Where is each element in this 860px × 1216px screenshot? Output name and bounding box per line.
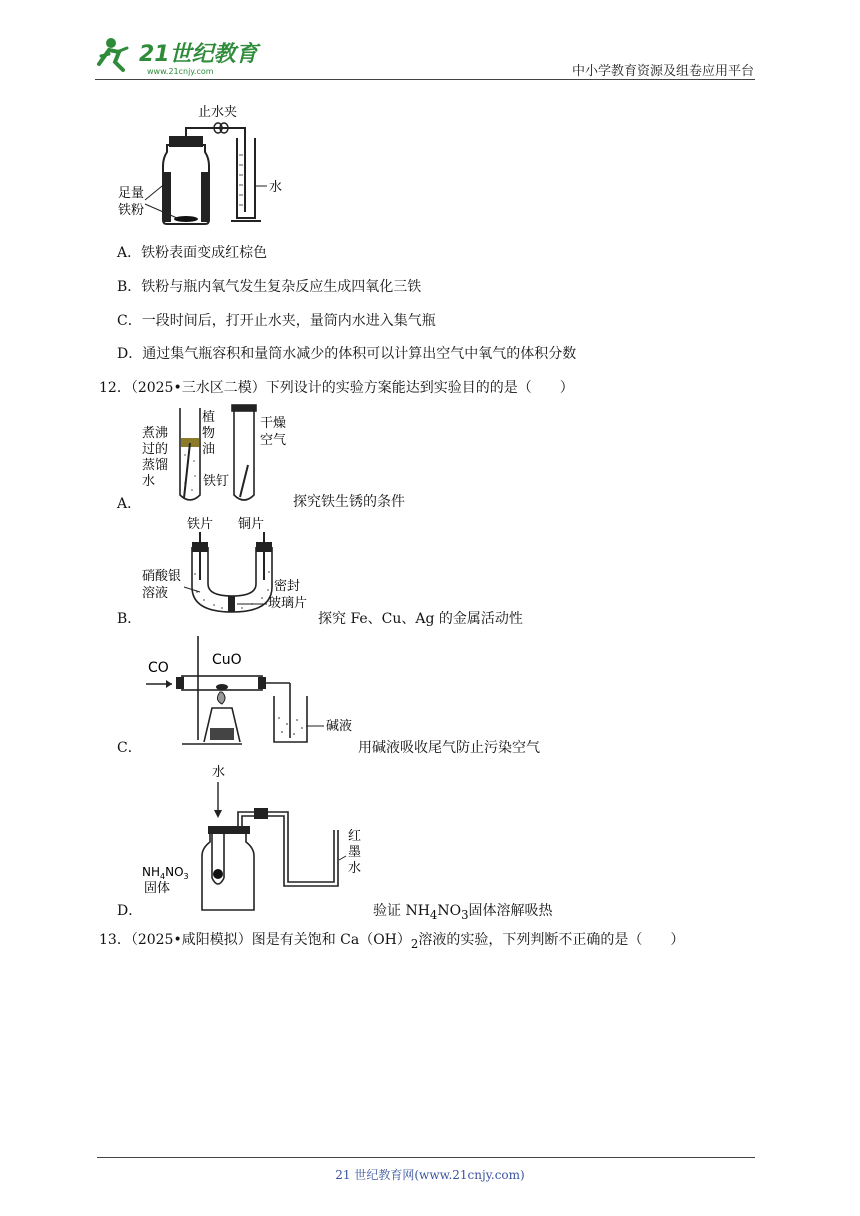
q12-d-letter: D． bbox=[117, 903, 143, 919]
q12-c-caption: 用碱液吸收尾气防止污染空气 bbox=[358, 740, 540, 756]
q12c-label-0: CO bbox=[148, 660, 169, 676]
q12-d-caption-suffix: 固体溶解吸热 bbox=[468, 903, 553, 919]
q12-stem: 12．（2025•三水区二模）下列设计的实验方案能达到实验目的的是（ ） bbox=[99, 380, 574, 396]
q12d-label-5: 4 bbox=[160, 872, 166, 881]
q12-c-letter: C． bbox=[117, 740, 142, 756]
site-logo bbox=[95, 34, 265, 78]
q12a-label-2: 蒸馏 bbox=[142, 458, 169, 473]
q11-option-b: B．铁粉与瓶内氧气发生复杂反应生成四氧化三铁 bbox=[117, 279, 422, 295]
q11-option-c: C．一段时间后，打开止水夹，量筒内水进入集气瓶 bbox=[117, 313, 436, 329]
q12d-label-6: NO bbox=[165, 865, 184, 879]
q12d-label-8: 固体 bbox=[144, 881, 171, 896]
clamp-label: 止水夹 bbox=[198, 105, 238, 120]
q12-d-caption-mid: NO bbox=[437, 903, 462, 919]
q12c-label-2: 碱液 bbox=[326, 719, 353, 734]
q12-b-letter: B． bbox=[117, 611, 142, 627]
q11-option-d: D．通过集气瓶容积和量筒水减少的体积可以计算出空气中氧气的体积分数 bbox=[117, 346, 577, 362]
q13-stem-sub: 2 bbox=[410, 936, 419, 951]
q12a-label-3: 水 bbox=[142, 474, 156, 489]
q12-d-caption-sub2: 3 bbox=[461, 907, 469, 922]
q12d-label-7: 3 bbox=[183, 872, 189, 881]
logo-text: 21世纪教育 bbox=[139, 42, 258, 67]
iron-label-1: 足量 bbox=[118, 186, 145, 201]
water-label: 水 bbox=[269, 180, 283, 195]
q13-stem-suffix: 溶液的实验，下列判断不正确的是（ ） bbox=[418, 932, 685, 948]
logo-url: www.21cnjy.com bbox=[147, 67, 214, 76]
q11-option-a: A．铁粉表面变成红棕色 bbox=[117, 245, 268, 261]
q12a-label-0: 煮沸 bbox=[142, 426, 169, 441]
svg-text:NH4NO3 bbox=[142, 865, 189, 881]
q12b-label-4: 密封 bbox=[274, 579, 301, 594]
q12a-label-5: 物 bbox=[202, 426, 216, 441]
q12d-label-2: 墨 bbox=[348, 845, 362, 860]
header-platform-text: 中小学教育资源及组卷应用平台 bbox=[571, 64, 754, 79]
q12-a-caption: 探究铁生锈的条件 bbox=[293, 494, 405, 510]
q12c-label-1: CuO bbox=[212, 652, 242, 668]
q13-stem bbox=[99, 929, 684, 951]
q12b-label-1: 铜片 bbox=[238, 517, 265, 532]
header-divider bbox=[95, 79, 755, 80]
q12d-label-4: NH bbox=[142, 865, 160, 879]
q11-figure bbox=[115, 100, 290, 228]
footer-text[interactable]: 21 世纪教育网(www.21cnjy.com) bbox=[335, 1168, 525, 1182]
q12-d-caption-prefix: 验证 NH bbox=[373, 903, 430, 919]
q12b-label-3: 溶液 bbox=[142, 586, 169, 601]
q12b-label-2: 硝酸银 bbox=[142, 569, 182, 584]
footer-divider bbox=[97, 1157, 755, 1158]
runner-icon bbox=[99, 38, 127, 70]
q12d-label-3: 水 bbox=[348, 861, 362, 876]
q12b-label-0: 铁片 bbox=[187, 517, 214, 532]
q12-a-letter: A． bbox=[117, 496, 142, 512]
q12-b-figure bbox=[142, 512, 318, 624]
q12-d-figure bbox=[142, 760, 372, 916]
q12-a-figure bbox=[142, 403, 292, 508]
q12a-label-7: 铁钉 bbox=[203, 474, 230, 489]
q12a-label-6: 油 bbox=[202, 442, 216, 457]
q12a-label-1: 过的 bbox=[142, 442, 169, 457]
q12a-label-4: 植 bbox=[202, 410, 216, 425]
q12-d-caption bbox=[373, 900, 553, 922]
q12-c-figure bbox=[142, 632, 357, 750]
q12b-label-5: 玻璃片 bbox=[268, 596, 308, 611]
q13-stem-prefix: 13．（2025•咸阳模拟）图是有关饱和 Ca（OH） bbox=[99, 932, 411, 948]
q12d-label-0: 水 bbox=[212, 765, 226, 780]
q12d-label-1: 红 bbox=[348, 829, 362, 844]
iron-label-2: 铁粉 bbox=[118, 203, 145, 218]
q12a-label-8: 干燥 bbox=[260, 416, 287, 431]
q12a-label-9: 空气 bbox=[260, 433, 287, 448]
q12-b-caption: 探究 Fe、Cu、Ag 的金属活动性 bbox=[318, 611, 523, 627]
q12-d-caption-sub1: 4 bbox=[429, 907, 438, 922]
